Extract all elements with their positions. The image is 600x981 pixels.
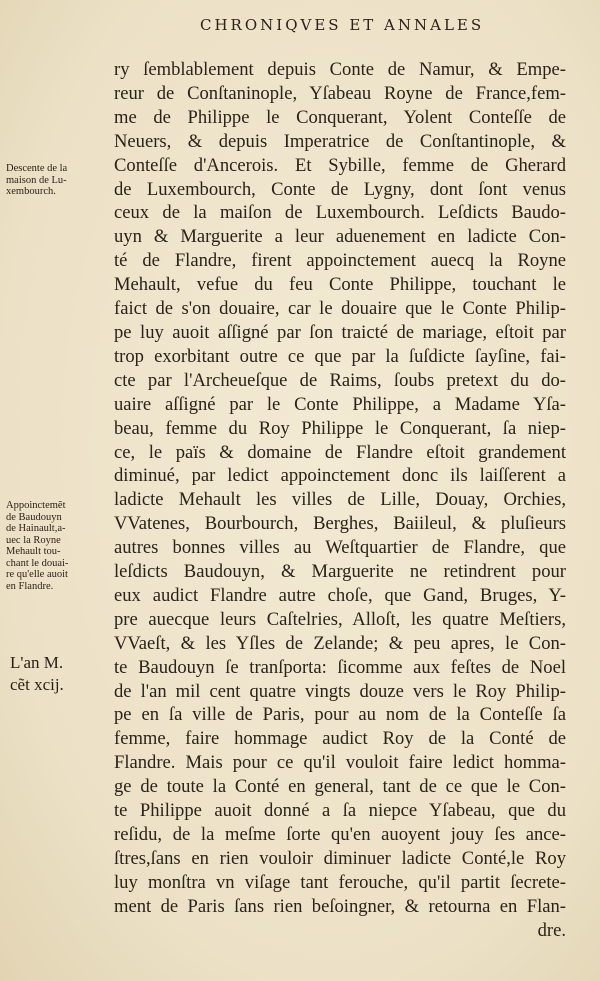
text-line: trop exorbitant outre ce que par la ſuſdicte ſayſine, fai- [114,345,566,367]
text-line: de l'an mil cent quatre vingts douze vers le Roy Philip- [114,680,566,702]
text-line: uyn & Marguerite a leur aduenement en ladicte Con- [114,226,566,248]
text-line: Neuers, & depuis Imperatrice de Conſtantinople, & [114,130,566,152]
margin-note-line: de Baudouyn [6,511,62,523]
margin-note-line: uec la Royne [6,534,61,546]
text-line: de Luxembourch, Conte de Lygny, dont ſont venus [114,178,566,200]
text-line: faict de s'on douaire, car le douaire que le Conte Philip- [114,298,566,320]
text-line: cte par l'Archeueſque de Raims, ſoubs pretext du do- [114,369,566,391]
text-line: té de Flandre, firent appoinctement auecq la Royne [114,250,566,272]
margin-note-luxembourch [6,163,110,198]
text-line: beau, femme du Roy Philippe le Conquerant, ſa niep- [114,417,566,439]
margin-note-line: de Hainault,a- [6,523,66,534]
text-line: reur de Conſtaninople, Yſabeau Royne de France,fem- [114,82,566,104]
margin-note-line: maison de Lu- [6,174,67,186]
text-line: Conteſſe d'Ancerois. Et Sybille, femme de Gherard [114,154,566,176]
margin-note-appoinctement [6,500,110,592]
text-line: diminué, par ledict appoinctement donc ils laiſſerent a [114,465,566,487]
text-line: pre auecque leurs Caſtelries, Alloſt, les quatre Meſtiers, [114,608,566,630]
text-line: VVaeſt, & les Yſles de Zelande; & peu apres, le Con- [114,632,566,654]
margin-note-line: xembourch. [6,186,56,197]
margin-note-line: re qu'elle auoit [6,569,68,580]
text-line: dre. [537,919,566,941]
text-line: me de Philippe le Conquerant, Yolent Conteſſe de [114,106,566,128]
margin-note-date [10,652,114,696]
text-line: ment de Paris ſans rien beſoingner, & retourna en Flan- [114,895,566,917]
text-line: ſtres,ſans en rien vouloir diminuer ladicte Conté,le Roy [114,847,566,869]
margin-note-line: Mehault tou- [6,546,61,557]
text-line: eux audict Flandre autre choſe, que Gand, Bruges, Y- [114,584,566,606]
text-line: ceux de la maiſon de Luxembourch. Leſdicts Baudo- [114,202,566,224]
text-line: te Baudouyn ſe tranſporta: ſicomme aux feſtes de Noel [114,656,566,678]
text-line: te Philippe auoit donné a ſa niepce Yſabeau, que du [114,800,566,822]
margin-note-line: chant le douai- [6,557,69,569]
text-line: pe luy auoit aſſigné par ſon traicté de mariage, eſtoit par [114,321,566,343]
text-line: reſidu, de la meſme ſorte qu'en auoyent jouy ſes ance- [114,824,566,845]
text-line: ge de toute la Conté en general, tant de ce que le Con- [114,776,566,798]
text-line: uaire aſſigné par le Conte Philippe, a Madame Yſa- [114,393,566,415]
text-line: femme, faire hommage audict Roy de la Conté de [114,728,566,750]
body-text [114,58,566,943]
text-line: Mehault, vefue du feu Conte Philippe, touchant le [114,274,566,296]
margin-note-line: L'an M. [10,653,64,672]
text-line: luy monſtra vn viſage tant ferouche, qu'il partit ſecrete- [114,871,566,893]
text-line: autres bonnes villes au Weſtquartier de Flandre, que [114,537,566,559]
margin-note-line: en Flandre. [6,580,54,592]
text-line: pe en ſa ville de Paris, pour au nom de la Conteſſe ſa [114,704,566,726]
text-line: Flandre. Mais pour ce qu'il vouloit faire ledict homma- [114,752,566,774]
margin-note-line: cẽt xcij. [10,675,64,694]
text-line: VVatenes, Bourbourch, Berghes, Baiileul, & pluſieurs [114,513,566,535]
text-line: leſdicts Baudouyn, & Marguerite ne retindrent pour [114,561,566,583]
text-line: ry ſemblablement depuis Conte de Namur, & Empe- [114,59,566,80]
text-line: ce, le païs & domaine de Flandre eſtoit grandement [114,441,566,463]
margin-note-line: Descente de la [6,163,68,174]
running-head: CHRONIQVES ET ANNALES [200,16,485,34]
margin-note-line: Appoinctemẽt [6,500,66,511]
text-line: ladicte Mehault les villes de Lille, Douay, Orchies, [114,489,566,511]
